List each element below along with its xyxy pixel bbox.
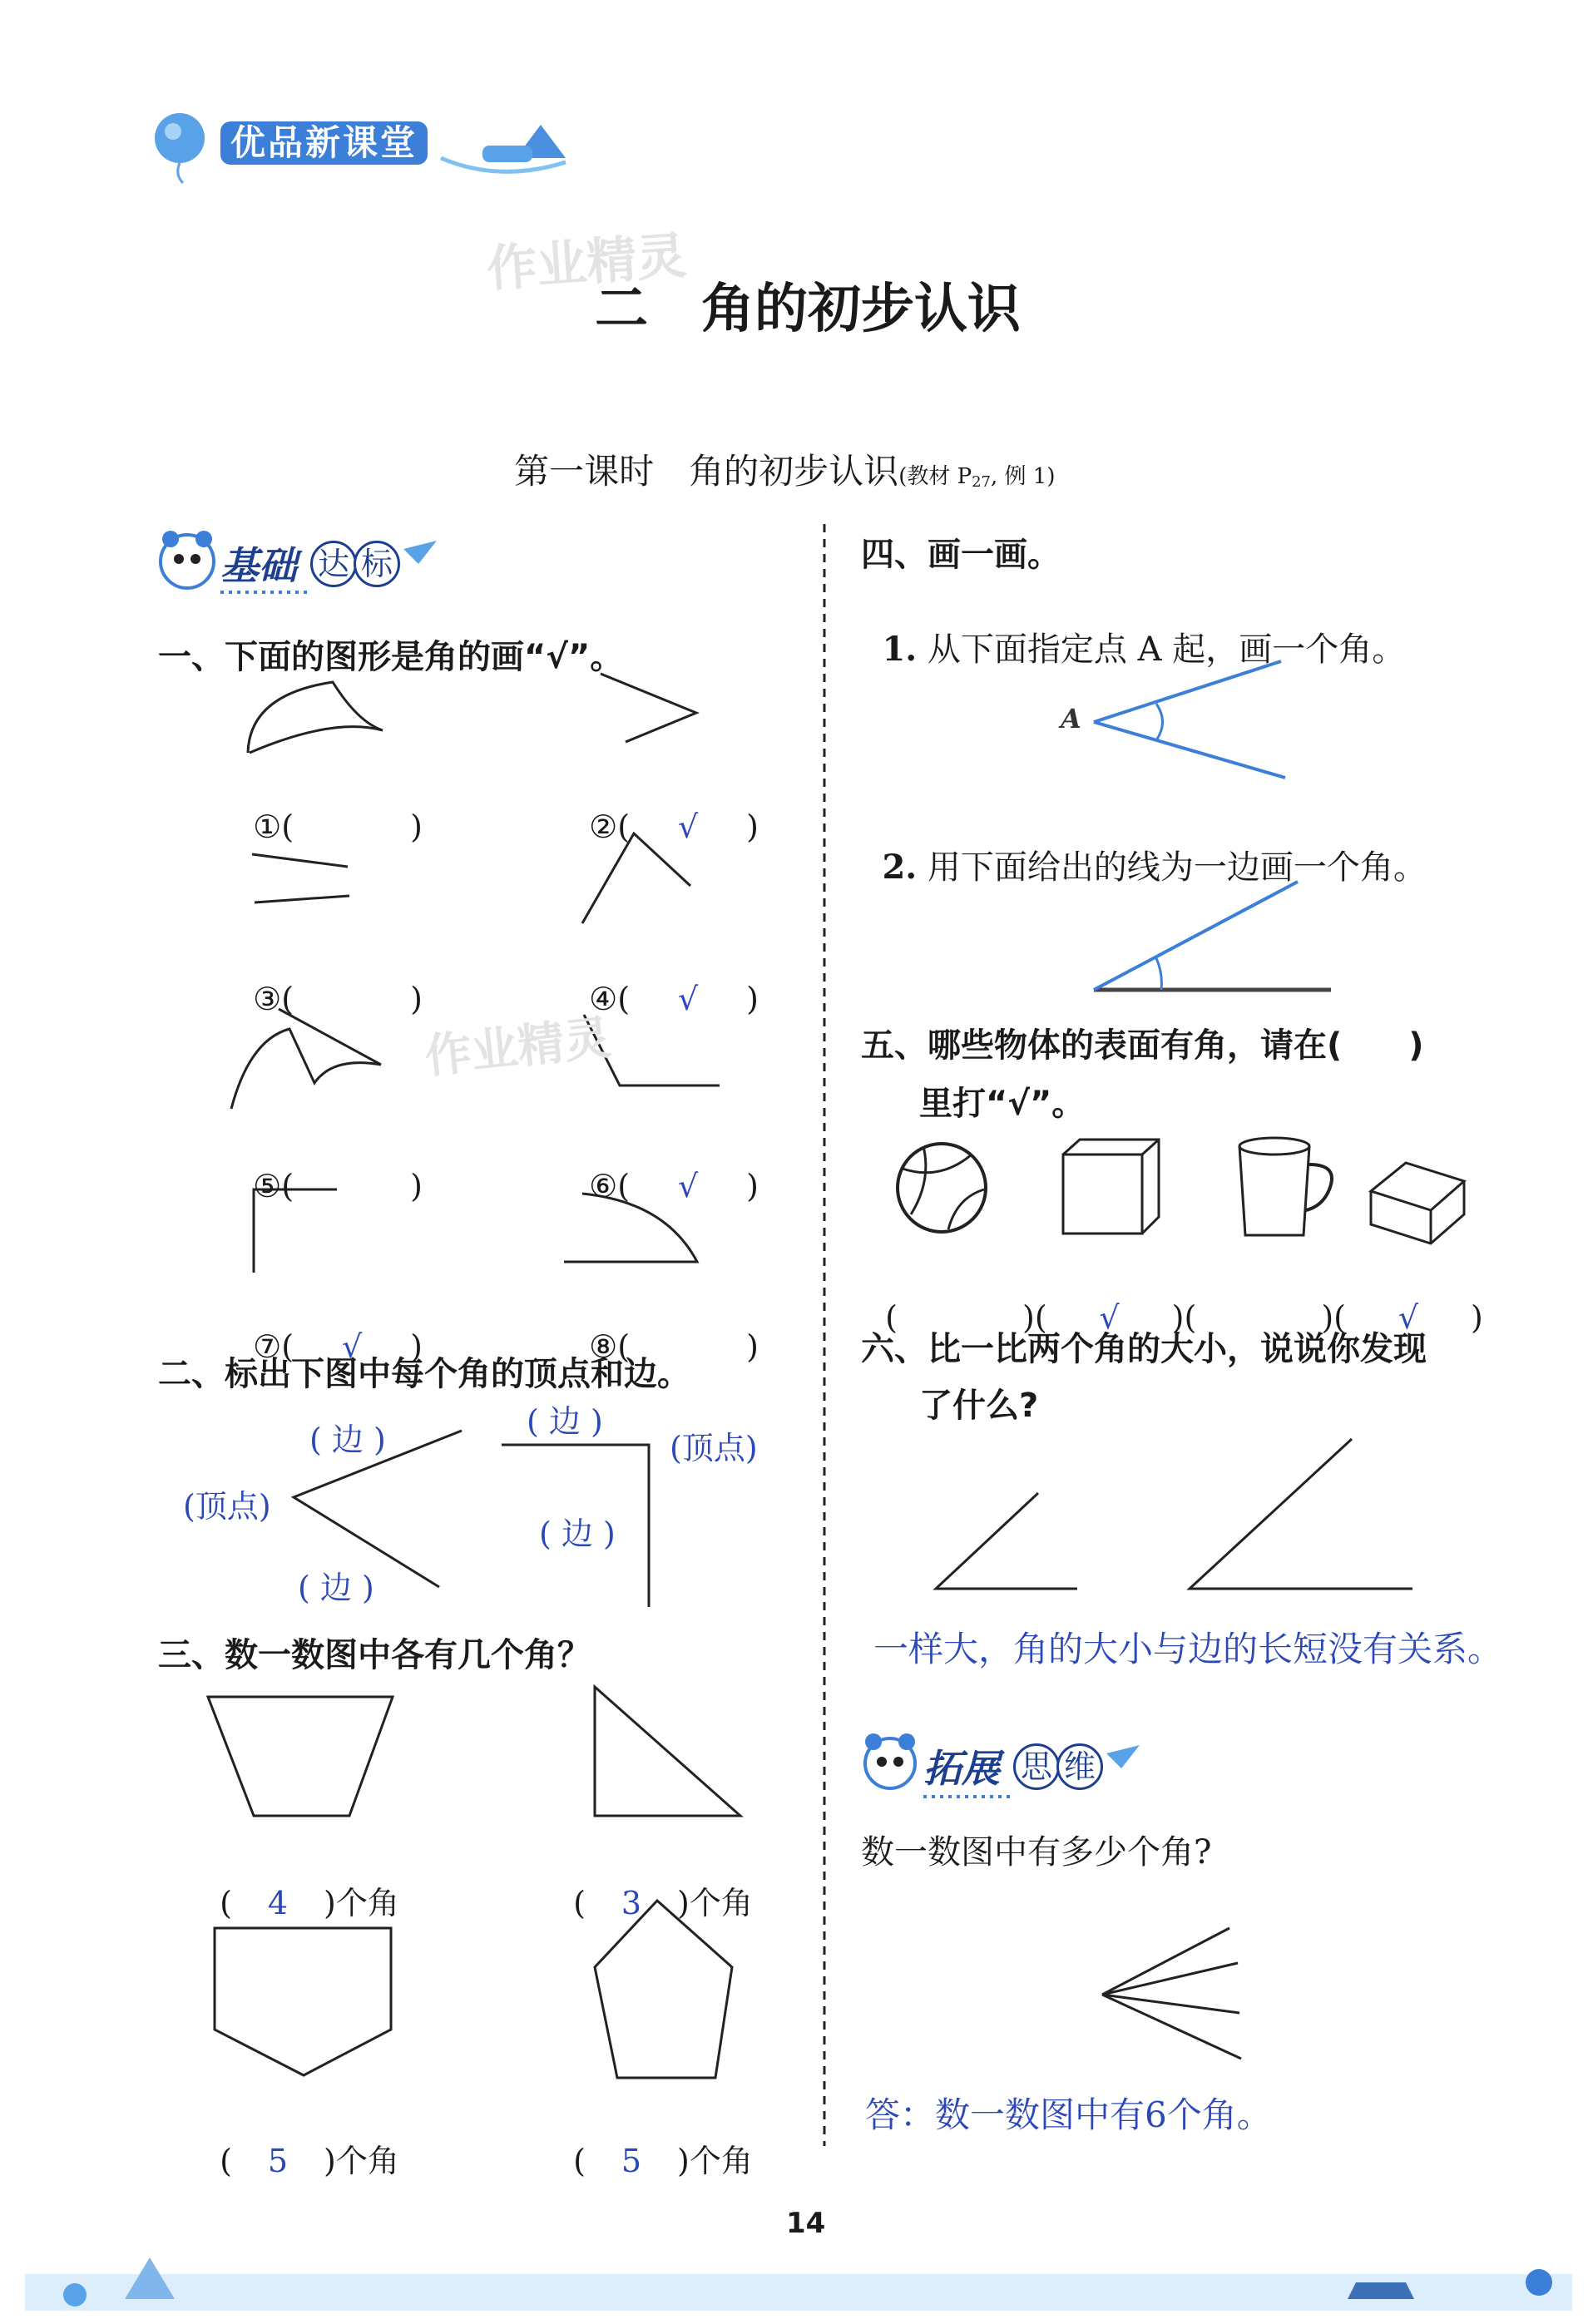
q1-item-4-answer: √ [677, 981, 699, 1017]
lesson-ref: (教材 P [898, 464, 972, 489]
q3-item-4-answer: 5 [621, 2143, 642, 2179]
q3-title: 三、数一数图中各有几个角？ [158, 1636, 591, 1674]
q3-item-4-close: )个角 [677, 2143, 753, 2179]
q3-item-1-open: ( [220, 1885, 232, 1921]
q4-step-1-text: 从下面指定点 A 起，画一个角。 [927, 630, 1406, 669]
q1-item-1-close: ) [410, 808, 423, 845]
watermark-2: 作业精灵 [422, 1011, 614, 1085]
q5-answer-4-open: ( [1333, 1299, 1346, 1336]
lesson-title-text: 第一课时 角的初步认识 [514, 451, 899, 492]
q4-step-2-num: 2. [882, 848, 918, 887]
q3-item-3-answer: 5 [267, 2143, 289, 2179]
brand-title: 优品新课堂 [220, 121, 428, 165]
q5-answer-1-open: ( [885, 1299, 898, 1336]
q4-step-2-text: 用下面给出的线为一边画一个角。 [927, 848, 1427, 887]
q2-right-side-right: ( 边 ) [539, 1516, 616, 1552]
q3-item-2-open: ( [573, 1885, 586, 1921]
q1-item-6-answer: √ [677, 1168, 699, 1204]
q5-title-2: 里打“√”。 [919, 1085, 1086, 1123]
q3-item-3-close: )个角 [324, 2143, 399, 2179]
q4-step-1-num: 1. [882, 630, 918, 669]
q2-right-side-top: ( 边 ) [527, 1403, 603, 1440]
q6-title-2: 了什么? [919, 1387, 1039, 1425]
badge-basic-a: 基础 [220, 543, 297, 588]
q5-answer-2-open: ( [1034, 1299, 1047, 1336]
q5-answer-4: √ [1398, 1299, 1419, 1336]
q6-answer: 一样大，角的大小与边的长短没有关系。 [873, 1629, 1503, 1669]
q5-answer-2: √ [1099, 1299, 1120, 1336]
q1-title: 一、下面的图形是角的画“√”。 [158, 638, 624, 676]
q1-item-3-close: ) [410, 981, 423, 1017]
ext-answer: 答：数一数图中有6个角。 [865, 2094, 1272, 2135]
q5-answer-4-close: ) [1470, 1299, 1483, 1336]
q1-item-2-num: ②( [589, 808, 631, 845]
q1-item-6-close: ) [746, 1168, 759, 1204]
q1-item-3-num: ③( [253, 981, 294, 1017]
badge-basic-c: 标 [354, 541, 400, 587]
q2-title: 二、标出下图中每个角的顶点和边。 [158, 1355, 690, 1393]
q5-answer-3-close: ) [1321, 1299, 1334, 1336]
q5-title: 五、哪些物体的表面有角，请在( ) [861, 1026, 1424, 1065]
q1-item-4-num: ④( [589, 981, 631, 1017]
q3-item-3-open: ( [220, 2143, 232, 2179]
q5-answer-1-close: ) [1022, 1299, 1035, 1336]
q1-item-7-close: ) [410, 1328, 423, 1365]
q1-item-6-num: ⑥( [589, 1168, 631, 1204]
badge-ext-b: 思 [1013, 1743, 1060, 1790]
q3-item-4-open: ( [573, 2143, 586, 2179]
q5-answer-2-close: ) [1171, 1299, 1185, 1336]
q2-right-vertex: (顶点) [670, 1430, 758, 1466]
badge-basic-b: 达 [310, 541, 357, 587]
q1-item-5-close: ) [410, 1168, 423, 1204]
q1-item-7-num: ⑦( [253, 1328, 294, 1365]
page-number: 14 [786, 2207, 826, 2240]
q2-left-side-top: ( 边 ) [309, 1422, 386, 1458]
q5-answer-3-open: ( [1184, 1299, 1197, 1336]
q3-item-1-answer: 4 [267, 1885, 289, 1921]
q4-title: 四、画一画。 [861, 536, 1061, 574]
q1-item-5-num: ⑤( [253, 1168, 294, 1204]
chapter-title: 二 角的初步认识 [595, 279, 1021, 340]
q4-point-a: A [1061, 703, 1081, 734]
lesson-ref-page: 27 [972, 473, 991, 492]
q3-item-2-close: )个角 [677, 1885, 753, 1921]
ext-question: 数一数图中有多少个角? [861, 1833, 1212, 1872]
badge-ext-c: 维 [1056, 1743, 1103, 1790]
q1-item-1-num: ①( [253, 808, 294, 845]
lesson-ref-tail: , 例 1) [991, 464, 1056, 489]
q1-item-2-answer: √ [677, 808, 699, 845]
q1-item-7-answer: √ [341, 1328, 363, 1365]
q1-item-8-close: ) [746, 1328, 759, 1365]
q1-item-8-num: ⑧( [589, 1328, 631, 1365]
q3-item-2-answer: 3 [621, 1885, 642, 1921]
q2-left-side-bottom: ( 边 ) [298, 1570, 374, 1606]
q2-left-vertex: (顶点) [183, 1488, 271, 1525]
watermark: 作业精灵 [485, 226, 689, 299]
badge-ext-a: 拓展 [923, 1746, 1000, 1791]
q1-item-2-close: ) [746, 808, 759, 845]
q1-item-4-close: ) [746, 981, 759, 1017]
q3-item-1-close: )个角 [324, 1885, 399, 1921]
q6-title: 六、比一比两个角的大小，说说你发现 [861, 1330, 1427, 1368]
